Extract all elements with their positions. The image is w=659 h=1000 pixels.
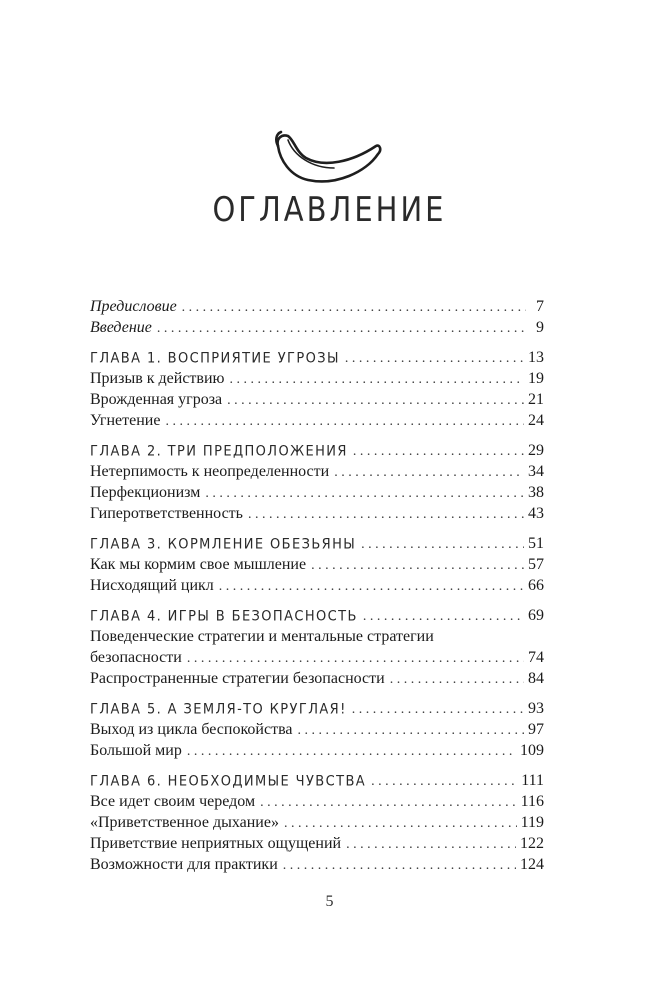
- page-number: 5: [325, 893, 334, 910]
- toc-entry[interactable]: [90, 575, 544, 596]
- toc-entry-page: 116: [520, 793, 544, 810]
- toc-entry-page: 69: [528, 607, 544, 624]
- dot-leader: [298, 720, 524, 741]
- toc-entry-page: 74: [528, 649, 544, 666]
- dot-leader: [311, 555, 524, 576]
- toc-entry-label: Гиперответственность: [90, 505, 243, 522]
- toc-chapter-3[interactable]: [90, 533, 544, 554]
- toc-entry-label: Возможности для практики: [90, 856, 278, 873]
- toc-chapter-4[interactable]: [90, 605, 544, 626]
- toc-entry-page: 111: [521, 772, 544, 789]
- chapter-heading: ГЛАВА 2. ТРИ ПРЕДПОЛОЖЕНИЯ: [90, 443, 348, 460]
- toc-entry-label: Нисходящий цикл: [90, 577, 214, 594]
- dot-leader: [361, 534, 524, 555]
- dot-leader: [187, 741, 516, 762]
- toc-entry-page: 13: [528, 349, 544, 366]
- toc-entry-label: Выход из цикла беспокойства: [90, 721, 293, 738]
- toc-entry[interactable]: [90, 389, 544, 410]
- toc-entry-page: 93: [528, 700, 544, 717]
- toc-entry-page: 9: [536, 319, 544, 336]
- toc-chapter-5[interactable]: [90, 698, 544, 719]
- dot-leader: [227, 390, 524, 411]
- chapter-heading: ГЛАВА 3. КОРМЛЕНИЕ ОБЕЗЬЯНЫ: [90, 536, 357, 553]
- toc-entry-page: 66: [528, 577, 544, 594]
- dot-leader: [187, 648, 524, 669]
- toc-entry[interactable]: [90, 482, 544, 503]
- toc-entry-page: 57: [528, 556, 544, 573]
- toc-entry-label: Все идет своим чередом: [90, 793, 256, 810]
- dot-leader: [371, 771, 517, 792]
- dot-leader: [219, 576, 524, 597]
- toc-entry[interactable]: [90, 410, 544, 431]
- toc-entry-page: 7: [536, 298, 544, 315]
- toc-entry-page: 29: [528, 442, 544, 459]
- toc-entry-label: Нетерпимость к неопределенности: [90, 463, 330, 480]
- dot-leader: [352, 699, 524, 720]
- dot-leader: [346, 834, 516, 855]
- toc-entry-page: 19: [528, 370, 544, 387]
- toc-entry-page: 51: [528, 535, 544, 552]
- toc-entry-label: безопасности: [90, 649, 182, 666]
- toc-entry[interactable]: [90, 647, 544, 668]
- dot-leader: [205, 483, 524, 504]
- dot-leader: [157, 318, 526, 339]
- dot-leader: [229, 369, 524, 390]
- dot-leader: [182, 297, 526, 318]
- chapter-heading: ГЛАВА 4. ИГРЫ В БЕЗОПАСНОСТЬ: [90, 608, 358, 625]
- toc-entry[interactable]: [90, 668, 544, 689]
- chapter-heading: ГЛАВА 6. НЕОБХОДИМЫЕ ЧУВСТВА: [90, 773, 367, 790]
- toc-entry-page: 43: [528, 505, 544, 522]
- toc-entry-label: Как мы кормим свое мышление: [90, 556, 307, 573]
- table-of-contents: [90, 296, 544, 875]
- toc-chapter-1[interactable]: [90, 347, 544, 368]
- toc-entry-page: 122: [520, 835, 544, 852]
- toc-chapter-6[interactable]: [90, 770, 544, 791]
- toc-entry-introduction[interactable]: [90, 317, 544, 338]
- dot-leader: [363, 606, 524, 627]
- toc-chapter-2[interactable]: [90, 440, 544, 461]
- toc-entry-label: «Приветственное дыхание»: [90, 814, 279, 831]
- dot-leader: [165, 411, 524, 432]
- dot-leader: [283, 855, 516, 876]
- chapter-heading: ГЛАВА 5. А ЗЕМЛЯ-ТО КРУГЛАЯ!: [90, 701, 347, 718]
- toc-entry-label: Предисловие: [90, 298, 177, 315]
- toc-entry[interactable]: [90, 368, 544, 389]
- toc-entry-label: Введение: [90, 319, 152, 336]
- page-title: ОГЛАВЛЕНИЕ: [212, 188, 447, 230]
- toc-entry-label: Угнетение: [90, 412, 161, 429]
- toc-entry[interactable]: [90, 791, 544, 812]
- toc-entry-label: Призыв к действию: [90, 370, 225, 387]
- toc-entry[interactable]: [90, 461, 544, 482]
- toc-entry-page: 119: [520, 814, 544, 831]
- toc-entry-label: Большой мир: [90, 742, 182, 759]
- toc-entry-page: 109: [520, 742, 544, 759]
- toc-entry[interactable]: [90, 740, 544, 761]
- dot-leader: [284, 813, 517, 834]
- dot-leader: [248, 504, 524, 525]
- toc-entry-page: 34: [528, 463, 544, 480]
- toc-entry-label: Врожденная угроза: [90, 391, 223, 408]
- toc-entry[interactable]: [90, 812, 544, 833]
- toc-entry-page: 21: [528, 391, 544, 408]
- dot-leader: [353, 441, 524, 462]
- toc-entry-page: 97: [528, 721, 544, 738]
- toc-entry[interactable]: [90, 503, 544, 524]
- toc-entry-page: 124: [520, 856, 544, 873]
- toc-entry-label: Перфекционизм: [90, 484, 201, 501]
- dot-leader: [345, 348, 524, 369]
- toc-entry[interactable]: [90, 854, 544, 875]
- toc-entry-label-line: Поведенческие стратегии и ментальные стратегии: [90, 628, 434, 645]
- dot-leader: [390, 669, 524, 690]
- chapter-heading: ГЛАВА 1. ВОСПРИЯТИЕ УГРОЗЫ: [90, 350, 340, 367]
- toc-entry-page: 84: [528, 670, 544, 687]
- toc-entry-preface[interactable]: [90, 296, 544, 317]
- banana-icon: [272, 128, 382, 190]
- toc-entry[interactable]: [90, 554, 544, 575]
- toc-entry[interactable]: [90, 719, 544, 740]
- toc-entry-label: Приветствие неприятных ощущений: [90, 835, 342, 852]
- dot-leader: [334, 462, 524, 483]
- toc-entry-label: Распространенные стратегии безопасности: [90, 670, 385, 687]
- toc-entry[interactable]: [90, 833, 544, 854]
- toc-entry-page: 38: [528, 484, 544, 501]
- toc-entry-page: 24: [528, 412, 544, 429]
- dot-leader: [260, 792, 516, 813]
